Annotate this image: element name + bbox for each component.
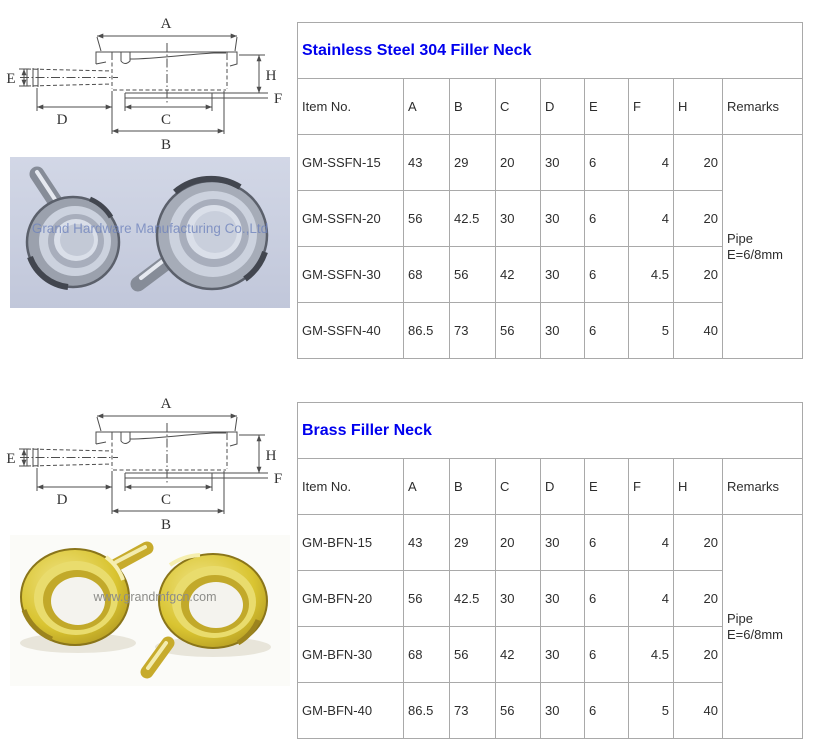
table-title-row	[298, 403, 803, 459]
remarks-cell	[723, 135, 803, 359]
cell-b: 73	[450, 303, 496, 359]
brass-product-photo	[10, 535, 290, 686]
filler-neck-dimension-diagram-bottom	[0, 390, 290, 535]
cell-c: 30	[496, 191, 541, 247]
col-header-b: B	[450, 459, 496, 515]
cell-f: 4	[629, 135, 674, 191]
cell-f: 4.5	[629, 627, 674, 683]
cell-f: 4.5	[629, 247, 674, 303]
cell-c: 42	[496, 627, 541, 683]
cell-e: 6	[585, 683, 629, 739]
cell-h: 20	[674, 247, 723, 303]
cell-b: 56	[450, 247, 496, 303]
cell-d: 30	[541, 571, 585, 627]
col-header-item: Item No.	[298, 459, 404, 515]
steel-filler-neck-left	[27, 197, 119, 287]
cell-e: 6	[585, 135, 629, 191]
cell-e: 6	[585, 515, 629, 571]
item-no-cell: GM-BFN-40	[298, 683, 404, 739]
dim-label-b: B	[160, 517, 172, 533]
cell-h: 20	[674, 627, 723, 683]
col-header-e: E	[585, 459, 629, 515]
col-header-remarks: Remarks	[723, 459, 803, 515]
col-header-c: C	[496, 79, 541, 135]
item-no-cell: GM-BFN-20	[298, 571, 404, 627]
cell-h: 20	[674, 515, 723, 571]
dim-label-h: H	[265, 68, 277, 84]
cell-a: 86.5	[404, 303, 450, 359]
item-no-cell: GM-SSFN-15	[298, 135, 404, 191]
table-title-row	[298, 23, 803, 79]
cell-e: 6	[585, 247, 629, 303]
cell-e: 6	[585, 191, 629, 247]
cell-d: 30	[541, 247, 585, 303]
cell-h: 40	[674, 683, 723, 739]
remarks-line-1: Pipe	[727, 610, 754, 626]
col-header-h: H	[674, 459, 723, 515]
item-no-cell: GM-BFN-30	[298, 627, 404, 683]
dim-label-e: E	[6, 71, 16, 87]
cell-c: 20	[496, 135, 541, 191]
dim-label-a: A	[160, 396, 172, 412]
watermark-text: www.grandmfgcn.com	[93, 590, 217, 604]
dim-label-h: H	[265, 448, 277, 464]
cell-e: 6	[585, 303, 629, 359]
table-title: Stainless Steel 304 Filler Neck	[298, 23, 803, 79]
cell-h: 40	[674, 303, 723, 359]
cell-f: 4	[629, 515, 674, 571]
dimension-drawing	[0, 10, 290, 155]
dimension-drawing	[0, 390, 290, 535]
cell-h: 20	[674, 571, 723, 627]
col-header-d: D	[541, 79, 585, 135]
col-header-c: C	[496, 459, 541, 515]
cell-e: 6	[585, 571, 629, 627]
dim-label-c: C	[160, 112, 172, 128]
remarks-line-2: E=6/8mm	[727, 246, 783, 262]
cell-a: 43	[404, 135, 450, 191]
cell-c: 20	[496, 515, 541, 571]
remarks-line-2: E=6/8mm	[727, 626, 783, 642]
col-header-item: Item No.	[298, 79, 404, 135]
cell-a: 43	[404, 515, 450, 571]
col-header-f: F	[629, 79, 674, 135]
watermark-text: Grand Hardware Manufacturing Co.,Ltd	[31, 221, 269, 236]
dim-label-d: D	[56, 492, 68, 508]
stainless-photo-image	[10, 157, 290, 308]
cell-b: 29	[450, 515, 496, 571]
brass-spec-table	[297, 402, 803, 739]
cell-c: 42	[496, 247, 541, 303]
stainless-spec-table	[297, 22, 803, 359]
cell-a: 68	[404, 627, 450, 683]
dim-label-f: F	[273, 91, 283, 107]
cell-d: 30	[541, 191, 585, 247]
dim-label-e: E	[6, 451, 16, 467]
dim-label-b: B	[160, 137, 172, 153]
dim-label-f: F	[273, 471, 283, 487]
cell-h: 20	[674, 191, 723, 247]
cell-d: 30	[541, 683, 585, 739]
cell-f: 4	[629, 571, 674, 627]
table-header-row	[298, 459, 803, 515]
dim-label-c: C	[160, 492, 172, 508]
item-no-cell: GM-SSFN-40	[298, 303, 404, 359]
cell-e: 6	[585, 627, 629, 683]
cell-d: 30	[541, 303, 585, 359]
cell-c: 56	[496, 303, 541, 359]
cell-b: 73	[450, 683, 496, 739]
table-header-row	[298, 79, 803, 135]
col-header-a: A	[404, 459, 450, 515]
col-header-remarks: Remarks	[723, 79, 803, 135]
cell-f: 4	[629, 191, 674, 247]
brass-photo-image	[10, 535, 290, 686]
cell-f: 5	[629, 303, 674, 359]
item-no-cell: GM-SSFN-20	[298, 191, 404, 247]
item-no-cell: GM-BFN-15	[298, 515, 404, 571]
stainless-product-photo	[10, 157, 290, 308]
item-no-cell: GM-SSFN-30	[298, 247, 404, 303]
col-header-a: A	[404, 79, 450, 135]
cell-a: 86.5	[404, 683, 450, 739]
cell-d: 30	[541, 135, 585, 191]
col-header-h: H	[674, 79, 723, 135]
filler-neck-dimension-diagram-top	[0, 10, 290, 155]
cell-b: 42.5	[450, 191, 496, 247]
cell-d: 30	[541, 627, 585, 683]
remarks-line-1: Pipe	[727, 230, 754, 246]
col-header-b: B	[450, 79, 496, 135]
cell-b: 29	[450, 135, 496, 191]
cell-b: 56	[450, 627, 496, 683]
cell-h: 20	[674, 135, 723, 191]
cell-c: 56	[496, 683, 541, 739]
cell-f: 5	[629, 683, 674, 739]
cell-a: 56	[404, 191, 450, 247]
col-header-e: E	[585, 79, 629, 135]
cell-a: 56	[404, 571, 450, 627]
dim-label-a: A	[160, 16, 172, 32]
table-row	[298, 135, 803, 191]
cell-d: 30	[541, 515, 585, 571]
col-header-d: D	[541, 459, 585, 515]
table-row	[298, 515, 803, 571]
col-header-f: F	[629, 459, 674, 515]
cell-b: 42.5	[450, 571, 496, 627]
table-title: Brass Filler Neck	[298, 403, 803, 459]
dim-label-d: D	[56, 112, 68, 128]
cell-a: 68	[404, 247, 450, 303]
cell-c: 30	[496, 571, 541, 627]
remarks-cell	[723, 515, 803, 739]
